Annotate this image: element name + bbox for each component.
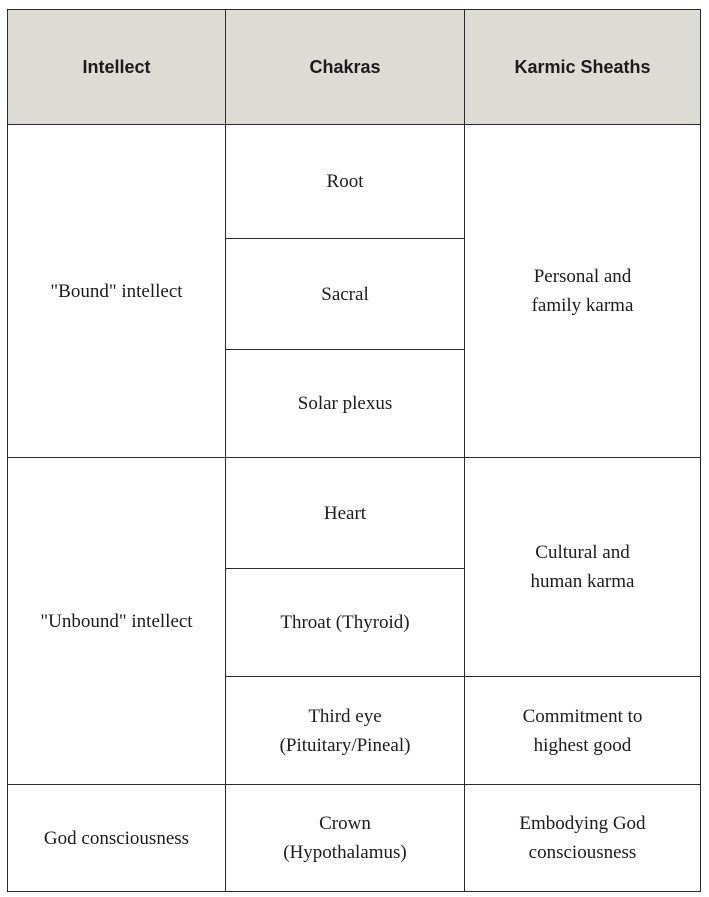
intellect-bound-cell: "Bound" intellect: [8, 125, 226, 458]
chakra-table: [7, 9, 701, 892]
table-row: [8, 458, 701, 569]
karma-commitment-cell: [465, 677, 701, 785]
karma-line: human karma: [530, 571, 635, 592]
chakra-third-eye-cell: [226, 677, 465, 785]
karma-cultural-human-cell: [465, 458, 701, 677]
table-row: [8, 125, 701, 239]
karma-line: Personal and: [533, 266, 632, 287]
chakra-throat-cell: Throat (Thyroid): [226, 569, 465, 677]
karma-line: Cultural and: [535, 542, 630, 563]
chakra-line: Third eye: [308, 705, 382, 727]
intellect-god-cell: God consciousness: [8, 785, 226, 892]
chakra-crown-cell: [226, 785, 465, 892]
chakra-line: Crown: [319, 813, 371, 834]
chakra-line: (Pituitary/Pineal): [279, 734, 411, 756]
header-row: [8, 10, 701, 125]
table-row: [8, 785, 701, 892]
intellect-unbound-cell: "Unbound" intellect: [8, 458, 226, 785]
header-karmic-sheaths: Karmic Sheaths: [465, 10, 701, 125]
header-intellect: Intellect: [8, 10, 226, 125]
chakra-solar-plexus-cell: Solar plexus: [226, 350, 465, 458]
karma-line: Commitment to: [522, 705, 643, 727]
karma-personal-family-cell: [465, 125, 701, 458]
chakra-heart-cell: Heart: [226, 458, 465, 569]
chakra-root-cell: Root: [226, 125, 465, 239]
chakra-line: (Hypothalamus): [283, 842, 407, 863]
karma-line: consciousness: [528, 842, 637, 863]
header-chakras: Chakras: [226, 10, 465, 125]
karma-line: Embodying God: [519, 813, 646, 834]
karma-line: family karma: [531, 295, 634, 316]
karma-line: highest good: [533, 734, 632, 756]
chakra-sacral-cell: Sacral: [226, 239, 465, 350]
karma-embodying-god-cell: [465, 785, 701, 892]
